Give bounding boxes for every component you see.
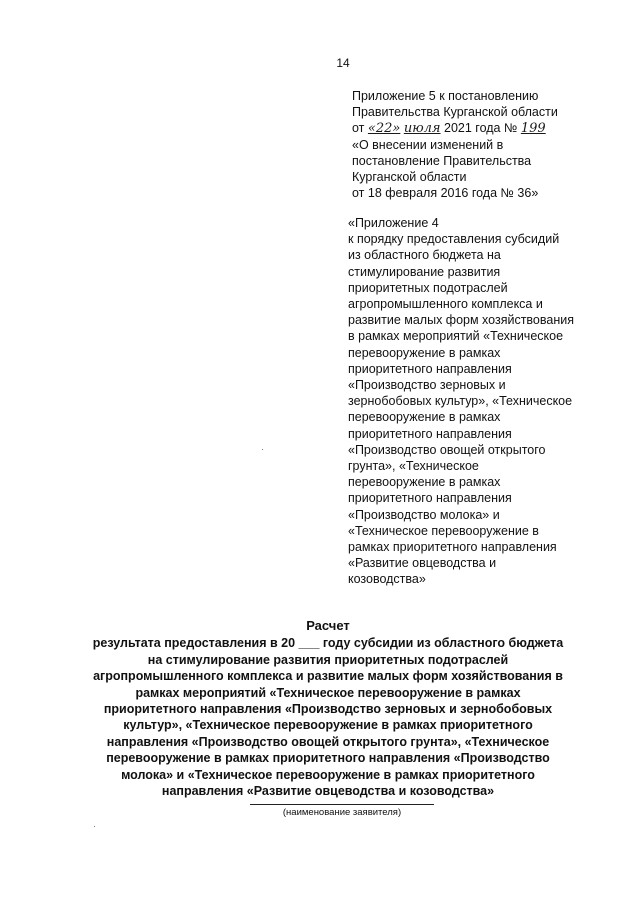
annex4-line: козоводства»: [348, 572, 426, 587]
title-line: направления «Производство овощей открытого грунта», «Техническое: [106, 734, 550, 749]
title-line: молока» и «Техническое перевооружение в рамках приоритетного: [121, 767, 535, 782]
annex4-line: перевооружение в рамках: [348, 475, 501, 490]
date-prefix: от: [352, 121, 368, 135]
title-line: перевооружение в рамках приоритетного направления «Производство: [106, 751, 550, 766]
appendix-line: постановление Правительства: [352, 154, 532, 168]
annex4-line: в рамках мероприятий «Техническое: [348, 329, 564, 344]
annex4-line: стимулирование развития: [348, 264, 501, 279]
title-line: культур», «Техническое перевооружение в рамках приоритетного: [123, 718, 533, 733]
annex4-line: перевооружение в рамках: [348, 345, 501, 360]
scan-speck: [94, 826, 95, 827]
annex4-line: развитие малых форм хозяйствования: [348, 313, 574, 328]
appendix-line: Правительства Курганской области: [352, 105, 558, 119]
annex4-line: зернобобовых культур», «Техническое: [348, 394, 573, 409]
handwritten-day: «22»: [367, 121, 401, 136]
annex4-line: из областного бюджета на: [348, 248, 501, 263]
appendix-line: Курганской области: [352, 170, 467, 184]
title-line: направления «Развитие овцеводства и козоводства»: [161, 784, 495, 799]
appendix-line: Приложение 5 к постановлению: [352, 89, 539, 103]
title-line: на стимулирование развития приоритетных подотраслей: [147, 652, 509, 667]
applicant-field: [250, 804, 434, 818]
annex4-line: приоритетного направления: [348, 491, 512, 506]
appendix-line: «О внесении изменений в: [352, 138, 504, 152]
title-line: рамках мероприятий «Техническое перевооружение в рамках: [135, 685, 521, 700]
title-line: приоритетного направления «Производство зерновых и зернобобовых: [103, 702, 553, 717]
annex4-line: «Производство овощей открытого: [348, 442, 546, 457]
annex4-line: «Приложение 4: [348, 216, 439, 230]
annex4-line: «Техническое перевооружение в: [348, 523, 539, 538]
handwritten-number: 199: [520, 121, 546, 136]
document-title: [60, 618, 596, 799]
title-line: агропромышленного комплекса и развитие малых форм хозяйствования в: [93, 669, 563, 684]
appendix-date-line: [352, 120, 612, 137]
annex4-line: грунта», «Техническое: [348, 459, 479, 474]
applicant-caption: (наименование заявителя): [282, 807, 402, 818]
page-number: 14: [336, 56, 350, 70]
annex4-line: приоритетных подотраслей: [348, 280, 508, 295]
annex4-line: «Производство зерновых и: [348, 378, 506, 393]
applicant-underline: [250, 804, 434, 805]
annex4-line: «Производство молока» и: [348, 507, 500, 522]
annex4-line: приоритетного направления: [348, 426, 512, 441]
annex4-line: приоритетного направления: [348, 361, 512, 376]
annex4-line: перевооружение в рамках: [348, 410, 501, 425]
title-heading: Расчет: [306, 618, 350, 633]
annex4-line: «Развитие овцеводства и: [348, 556, 497, 571]
scan-speck: [262, 449, 263, 450]
annex4-header: [348, 215, 618, 588]
annex4-line: агропромышленного комплекса и: [348, 297, 543, 312]
appendix-header: [352, 88, 612, 201]
date-year: 2021 года №: [440, 121, 521, 135]
annex4-line: к порядку предоставления субсидий: [348, 232, 560, 247]
appendix-line: от 18 февраля 2016 года № 36»: [352, 186, 539, 200]
handwritten-month: июля: [403, 121, 441, 136]
title-line: результата предоставления в 20 ___ году субсидии из областного бюджета: [92, 636, 564, 651]
annex4-line: рамках приоритетного направления: [348, 540, 557, 555]
